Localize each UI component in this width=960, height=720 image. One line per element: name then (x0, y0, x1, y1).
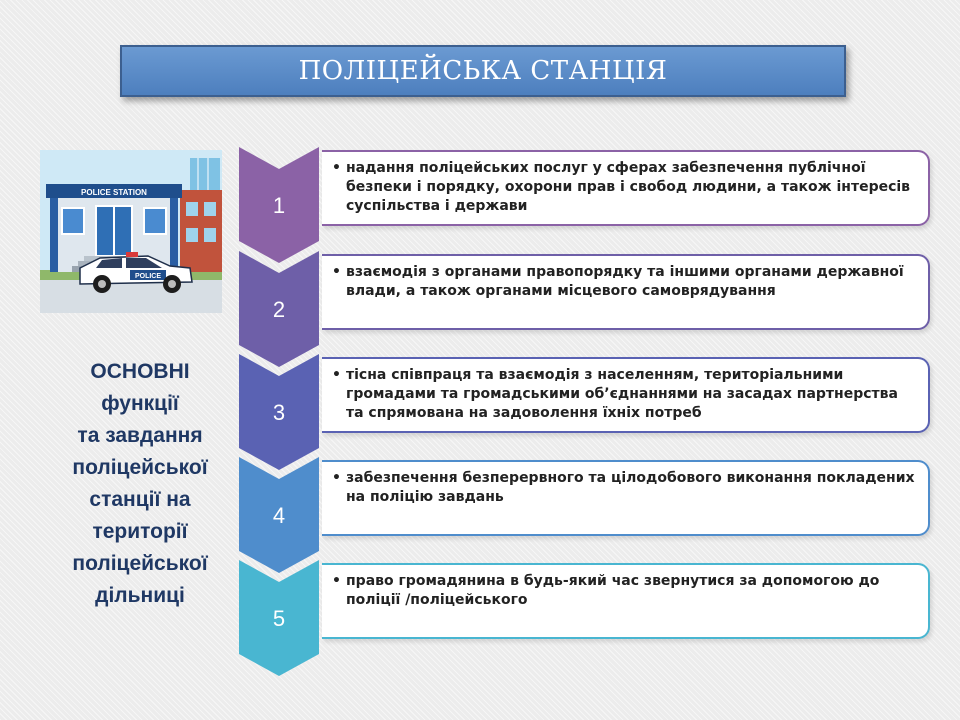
car-label-text: POLICE (134, 273, 162, 280)
step-card-text-wrap (332, 572, 918, 610)
side-heading-line: функції (101, 392, 179, 415)
step-number: 3 (272, 400, 286, 425)
side-heading-line: станції на (89, 488, 191, 511)
bullet-icon: • (332, 367, 341, 383)
step-number: 1 (272, 193, 286, 218)
step-number: 4 (272, 503, 286, 528)
side-heading-line: дільниці (95, 584, 185, 607)
step-card-text-wrap (332, 263, 918, 301)
step-card-3 (322, 357, 930, 433)
side-heading-line: ОСНОВНІ (90, 360, 190, 383)
side-heading-line: поліцейської (72, 552, 208, 575)
step-card-4 (322, 460, 930, 536)
side-heading-line: поліцейської (72, 456, 208, 479)
step-card-2 (322, 254, 930, 330)
page-title: ПОЛІЦЕЙСЬКА СТАНЦІЯ (298, 56, 668, 86)
step-card-1 (322, 150, 930, 226)
bullet-icon: • (332, 470, 341, 486)
bullet-icon: • (332, 264, 341, 280)
step-card-text-wrap (332, 159, 918, 216)
bullet-icon: • (332, 160, 341, 176)
step-number: 5 (272, 606, 286, 631)
step-text: надання поліцейських послуг у сферах забезпечення публічної безпеки і порядку, охорони прав і свобод людини, а також інтересів суспільства і держави (346, 160, 911, 214)
step-number: 2 (272, 297, 286, 322)
side-heading (30, 356, 250, 612)
step-text: забезпечення безперервного та цілодобового виконання покладених на поліцію завдань (346, 470, 915, 505)
step-text: право громадянина в будь-який час звернутися за допомогою до поліції /поліцейського (346, 573, 880, 608)
step-text: тісна співпраця та взаємодія з населенням, територіальними громадами та громадськими об’єднаннями на засадах партнерства та спрямована на задоволення їхніх потреб (346, 367, 898, 421)
step-text: взаємодія з органами правопорядку та іншими органами державної влади, а також органами місцевого самоврядування (346, 264, 904, 299)
step-card-5 (322, 563, 930, 639)
step-card-text-wrap (332, 469, 918, 507)
step-card-text-wrap (332, 366, 918, 423)
side-heading-line: та завдання (77, 424, 203, 447)
bullet-icon: • (332, 573, 341, 589)
police-station-illustration (40, 150, 222, 313)
title-banner (120, 45, 846, 97)
station-sign-text: POLICE STATION (81, 188, 147, 197)
side-heading-line: території (92, 520, 188, 543)
